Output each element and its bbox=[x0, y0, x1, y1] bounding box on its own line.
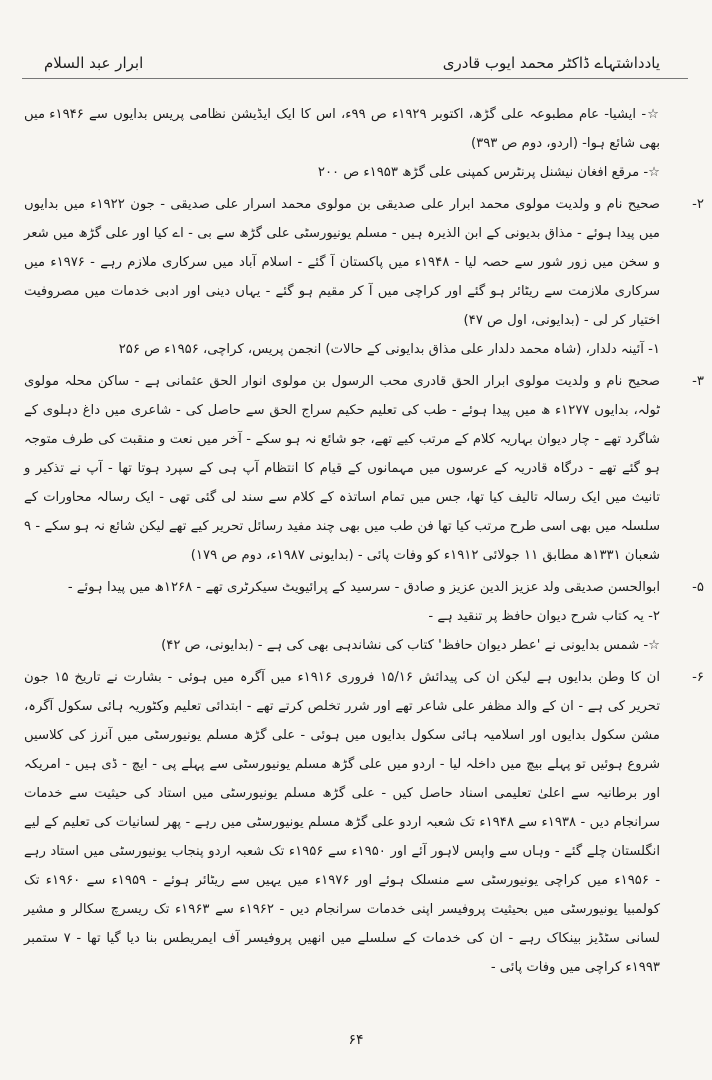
note-line: ان کا وطن بدایوں ہے لیکن ان کی پیدائش ۱۵/۱۶ فروری ۱۹۱۶ء میں آگرہ میں ہوئی - بشارت نے تاریخ ۱۵ جون تحریر کی ہے - ان کے والد مظفر علی شاعر تھے اور شرر تخلص کرتے تھے - ابتدائی تعلیم وکٹوریہ ہائی سکول آگرہ، مشن سکول بدایوں اور اسلامیہ ہائی سکول بدایوں میں ہوئی - علی گڑھ مسلم یونیورسٹی میں آنرز کی کلاسیں شروع ہوئیں تو پہلے بیچ میں داخلہ لیا - اردو میں علی گڑھ مسلم یونیورسٹی سے پہلے پی - ایچ - ڈی ہیں - امریکہ اور برطانیہ سے اعلیٰ تعلیمی اسناد حاصل کیں - علی گڑھ مسلم یونیورسٹی میں استاد کی حیثیت سے خدمات سرانجام دیں - ۱۹۳۸ء سے ۱۹۴۸ء تک شعبہ اردو علی گڑھ مسلم یونیورسٹی میں رہے - پھر لسانیات کی تعلیم کے لیے انگلستان چلے گئے - وہاں سے واپس لاہور آئے اور ۱۹۵۰ء سے ۱۹۵۶ء تک شعبہ اردو پنجاب یونیورسٹی میں استاد رہے - ۱۹۵۶ء میں کراچی یونیورسٹی سے منسلک ہوئے اور ۱۹۷۶ء میں یہیں سے ریٹائر ہوئے - ۱۹۵۹ء سے ۱۹۶۰ء تک کولمبیا یونیورسٹی میں بحیثیت پروفیسر اپنی خدمات سرانجام دیں - ۱۹۶۲ء سے ۱۹۶۳ء تک ریسرچ سکالر و مشیر لسانی سٹڈیز بینکاک رہے - ان کی خدمات کے سلسلے میں انھیں پروفیسر آف ایمریطس بنا دیا گیا تھا - ۷ ستمبر ۱۹۹۳ء کراچی میں وفات پائی - bbox=[24, 670, 660, 975]
note-number: ۳- bbox=[692, 374, 704, 389]
note-line: صحیح نام و ولدیت مولوی محمد ابرار علی صدیقی بن مولوی محمد اسرار علی صدیقی - جون ۱۹۲۲ء میں بدایوں میں پیدا ہوئے - مذاق بدیونی کے ابن الذیرہ ہیں - مسلم یونیورسٹی علی گڑھ سے بی - اے کیا اور علی گڑھ میں شعر و سخن میں زور شور سے حصہ لیا - ۱۹۴۸ء میں پاکستان آ گئے - اسلام آباد میں سرکاری ملازم رہے - ۱۹۷۶ء میں سرکاری ملازمت سے ریٹائر ہو گئے اور کراچی میں آ کر مقیم ہو گئے - یہاں دینی اور ادبی خدمات میں مصروفیت اختیار کر لی - (بدایونی، اول ص ۴۷) bbox=[24, 197, 661, 328]
note-line: ابوالحسن صدیقی ولد عزیز الدین عزیز و صادق - سرسید کے پرائیویٹ سیکرٹری تھے - ۱۲۶۸ھ میں پیدا ہوئے - bbox=[67, 580, 660, 595]
note-block bbox=[24, 573, 704, 660]
note-line: صحیح نام و ولدیت مولوی ابرار الحق قادری محب الرسول بن مولوی انوار الحق عثمانی ہے - ساکن محلہ مولوی ٹولہ، بدایوں ۱۲۷۷ء ھ میں پیدا ہوئے - طب کی تعلیم حکیم سراج الحق سے حاصل کی - شاعری میں داغ دہلوی کے شاگرد تھے - چار دیوان بہاریہ کلام کے مرتب کیے تھے، جو شائع نہ ہو سکے - آخر میں نعت و منقبت کی طرف متوجہ ہو گئے تھے - درگاہ قادریہ کے عرسوں میں مہمانوں کے قیام کا انتظام آپ ہی کے سپرد ہوتا تھا - آپ نے تذکیر و تانیث میں ایک رسالہ تالیف کیا تھا، جس میں تمام اساتذہ کے کلام سے سند لی گئی تھی - ایک رسالہ محاورات کے سلسلہ میں بھی اسی طرح مرتب کیا تھا فن طب میں بھی چند مفید رسائل تحریر کیے تھے لیکن شائع نہ ہو سکے - ۹ شعبان ۱۳۳۱ھ مطابق ۱۱ جولائی ۱۹۱۲ء کو وفات پائی - (بدایونی ۱۹۸۷ء، دوم ص ۱۷۹) bbox=[24, 374, 660, 563]
author-name: ابرار عبد السلام bbox=[44, 54, 144, 72]
page-number: ۶۴ bbox=[348, 1032, 364, 1048]
note-line: ☆- ایشیا- عام مطبوعہ علی گڑھ، اکتوبر ۱۹۲۹ء ص ۹۹ء، اس کا ایک ایڈیشن نظامی پریس بدایوں سے ۱۹۴۶ء میں بھی شائع ہوا- (اردو، دوم ص ۳۹۳) bbox=[24, 107, 660, 151]
note-block bbox=[24, 100, 660, 187]
note-block bbox=[24, 663, 704, 982]
note-line: ☆- شمس بدایونی نے 'عطر دیوان حافظ' کتاب کی نشاندہی بھی کی ہے - (بدایونی، ص ۴۲) bbox=[161, 638, 660, 653]
note-line: ۱- آئینہ دلدار، (شاہ محمد دلدار علی مذاق بدایونی کے حالات) انجمن پریس، کراچی، ۱۹۵۶ء ص ۲۵۶ bbox=[118, 342, 660, 357]
note-line: ☆- مرقع افغان نیشنل پرنٹرس کمپنی علی گڑھ ۱۹۵۳ء ص ۲۰۰ bbox=[317, 165, 660, 180]
note-line: ۲- یہ کتاب شرح دیوان حافظ پر تنقید ہے - bbox=[428, 609, 660, 624]
notes-body bbox=[24, 100, 704, 982]
note-number: ۶- bbox=[692, 670, 704, 685]
note-number: ۵- bbox=[692, 580, 704, 595]
note-number: ۲- bbox=[692, 197, 704, 212]
book-title: یادداشتہاے ڈاکٹر محمد ایوب قادری bbox=[442, 54, 660, 72]
note-block bbox=[24, 367, 704, 570]
note-block bbox=[24, 190, 704, 364]
running-header bbox=[22, 48, 688, 79]
